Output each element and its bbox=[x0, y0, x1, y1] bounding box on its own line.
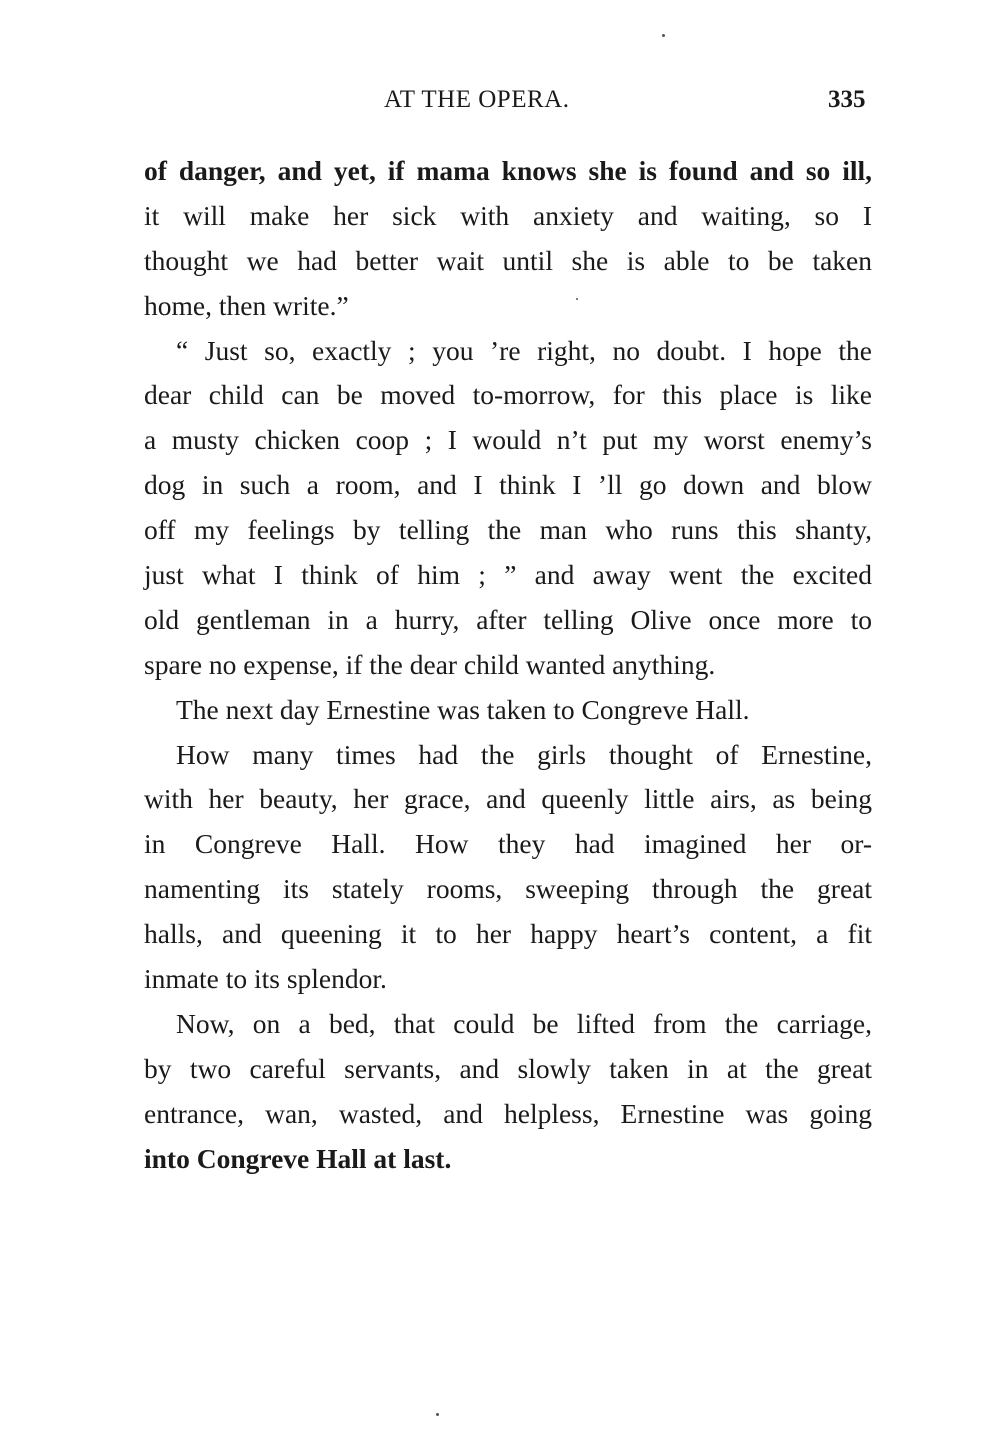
text-line: off my feelings by telling the man who runs this shanty, bbox=[144, 514, 872, 546]
text-line: spare no expense, if the dear child wanted anything. bbox=[144, 648, 716, 680]
text-line: Now, on a bed, that could be lifted from the carriage, bbox=[176, 1007, 872, 1039]
text-line: halls, and queening it to her happy heart’s content, a fit bbox=[144, 918, 872, 950]
text-line: a musty chicken coop ; I would n’t put my worst enemy’s bbox=[144, 424, 872, 456]
text-line: with her beauty, her grace, and queenly little airs, as being bbox=[144, 783, 872, 815]
text-line: namenting its stately rooms, sweeping through the great bbox=[144, 873, 872, 905]
scan-speck bbox=[662, 34, 665, 37]
running-title: AT THE OPERA. bbox=[384, 86, 570, 113]
text-line: old gentleman in a hurry, after telling Olive once more to bbox=[144, 603, 872, 635]
text-line: in Congreve Hall. How they had imagined her or- bbox=[144, 828, 872, 860]
text-line: “ Just so, exactly ; you ’re right, no doubt. I hope the bbox=[176, 334, 872, 366]
text-line: The next day Ernestine was taken to Congreve Hall. bbox=[176, 693, 750, 725]
text-line: dog in such a room, and I think I ’ll go down and blow bbox=[144, 469, 872, 501]
scan-speck bbox=[436, 1413, 439, 1416]
body-text bbox=[144, 149, 872, 1181]
text-line: inmate to its splendor. bbox=[144, 963, 387, 995]
text-line: of danger, and yet, if mama knows she is found and so ill, bbox=[144, 155, 872, 186]
text-line: entrance, wan, wasted, and helpless, Ernestine was going bbox=[144, 1097, 872, 1129]
text-line: dear child can be moved to-morrow, for this place is like bbox=[144, 379, 872, 411]
text-line: How many times had the girls thought of Ernestine, bbox=[176, 738, 872, 770]
text-line: it will make her sick with anxiety and waiting, so I bbox=[144, 199, 872, 231]
text-line: into Congreve Hall at last. bbox=[144, 1142, 452, 1174]
scan-speck bbox=[576, 298, 578, 300]
text-line: just what I think of him ; ” and away went the excited bbox=[144, 559, 872, 591]
text-line: thought we had better wait until she is able to be taken bbox=[144, 244, 872, 276]
text-line: home, then write.” bbox=[144, 289, 349, 321]
page-number: 335 bbox=[828, 86, 866, 113]
text-line: by two careful servants, and slowly taken in at the great bbox=[144, 1052, 872, 1084]
